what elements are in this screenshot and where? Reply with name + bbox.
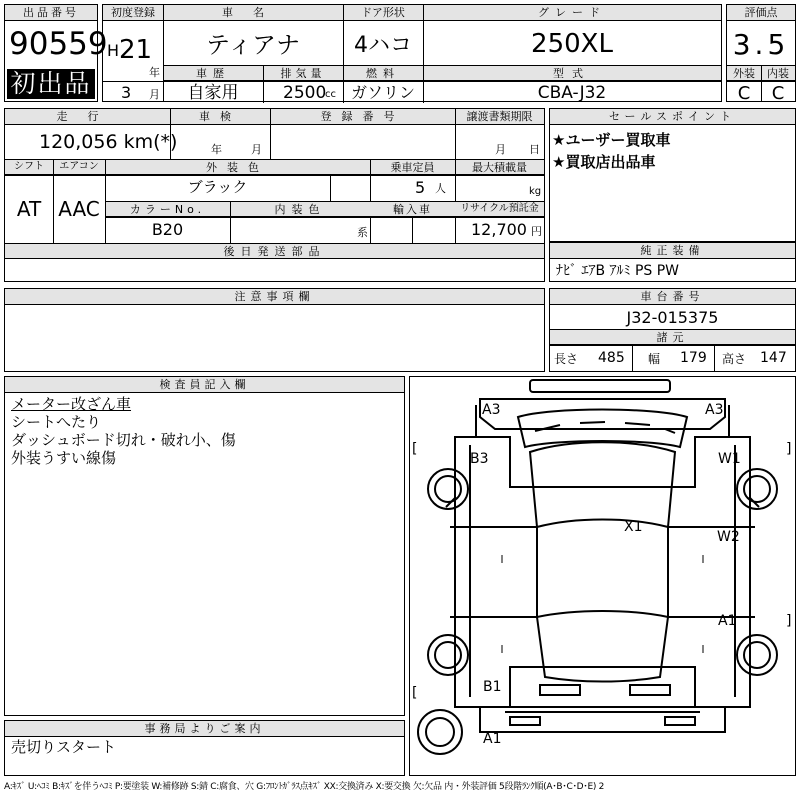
score-ext-value: C (737, 83, 751, 104)
sales-label: セールスポイント (550, 109, 795, 125)
sales-point-box (549, 108, 796, 242)
capacity-label: 乗車定員 (390, 161, 435, 174)
model-value: CBA-J32 (537, 83, 607, 103)
int-color-label: 内装色 (274, 203, 326, 216)
width-label: 幅 (648, 352, 661, 366)
car-name-label: 車名 (222, 6, 284, 19)
length-value: 485 (598, 350, 625, 366)
capacity-value: 5 (415, 178, 426, 197)
inspection-year-unit: 年 (211, 143, 222, 156)
reg-no-label: 登録番号 (320, 110, 405, 123)
damage-diagram (409, 376, 796, 776)
score-label: 評価点 (727, 5, 795, 21)
color-no-value: B20 (151, 220, 184, 239)
ext-color-value: ブラック (187, 178, 248, 196)
bracket-right-2: ] (786, 613, 792, 629)
lot-number: 90559 (9, 26, 108, 62)
mileage-label: 走行 (56, 110, 119, 123)
aircon-value: AAC (58, 197, 100, 221)
max-load-unit: kg (529, 186, 542, 197)
inspection-month-unit: 月 (251, 143, 262, 156)
equipment-box (549, 242, 796, 282)
first-reg-year-unit: 年 (149, 66, 160, 79)
office-label: 事務局よりご案内 (5, 721, 404, 737)
chassis-label: 車台番号 (550, 289, 795, 305)
details-box (4, 108, 545, 282)
height-label: 高さ (722, 352, 747, 366)
ext-color-label: 外装色 (206, 161, 269, 174)
bracket-left-2: [ (412, 685, 418, 701)
color-no-label: カラーNo. (129, 203, 206, 216)
mark-w1: W1 (718, 451, 741, 467)
mileage-value: 120,056 km(*) (39, 131, 178, 153)
recycle-unit: 円 (531, 225, 542, 238)
first-reg-month-unit: 月 (149, 88, 160, 101)
shift-value: AT (16, 197, 42, 221)
lot-box (4, 4, 108, 102)
inspector-line-2: シートへたり (11, 413, 102, 431)
capacity-unit: 人 (435, 182, 446, 195)
later-parts-label: 後日発送部品 (5, 244, 544, 259)
car-diagram-svg (410, 377, 795, 775)
door-value: 4ハコ (354, 33, 412, 58)
inspector-box (4, 376, 405, 716)
recycle-label: リサイクル預託金 (460, 203, 539, 214)
mark-a3-left: A3 (482, 402, 501, 418)
recycle-value: 12,700 (471, 220, 527, 239)
grade-value: 250XL (531, 29, 613, 59)
length-label: 長さ (554, 352, 579, 366)
score-ext-label: 外装 (733, 67, 755, 80)
mark-x1: X1 (624, 519, 643, 535)
history-label: 車歴 (196, 67, 230, 80)
office-value: 売切りスタート (11, 738, 117, 756)
door-label: ドア形状 (361, 6, 405, 19)
notes-box (4, 288, 545, 372)
mark-w2: W2 (717, 529, 740, 545)
first-reg-era: H (107, 41, 120, 60)
mark-a1-right: A1 (718, 613, 737, 629)
transfer-label: 譲渡書類期限 (466, 110, 533, 123)
equipment-value: ﾅﾋﾞ ｴｱB ｱﾙﾐ PS PW (556, 263, 680, 279)
displacement-value: 2500 (283, 83, 327, 103)
score-int-value: C (771, 83, 785, 104)
shift-label: シフト (14, 161, 44, 172)
displacement-label: 排気量 (280, 67, 326, 80)
score-value: 3.5 (732, 28, 790, 61)
chassis-value: J32-015375 (626, 308, 719, 327)
grade-label: グレード (538, 6, 606, 19)
inspector-line-4: 外装うすい線傷 (11, 449, 117, 467)
import-label: 輸入車 (393, 203, 432, 216)
score-box (726, 4, 796, 102)
score-int-label: 内装 (767, 67, 789, 80)
mark-b3: B3 (470, 451, 489, 467)
legend-text: A:ｷｽﾞ U:ﾍｺﾐ B:ｷｽﾞを伴うﾍｺﾐ P:要塗装 W:補修跡 S:錆 C:腐食、穴 G:ﾌﾛﾝﾄｶﾞﾗｽ点ｷｽﾞ XX:交換済み X:要交換 欠:欠品 内・外装評価 5段階ﾗﾝｸ順(A･B･C･D･E) 2 (4, 782, 605, 792)
mark-a3-right: A3 (705, 402, 724, 418)
model-label: 型式 (553, 67, 591, 80)
transfer-day-unit: 日 (529, 143, 540, 156)
first-reg-label: 初度登録 (111, 6, 155, 19)
sales-point-1: ★ユーザー買取車 (552, 131, 671, 149)
mark-b1: B1 (483, 679, 502, 695)
height-value: 147 (760, 350, 787, 366)
car-name-value: ティアナ (205, 31, 301, 59)
aircon-label: エアコン (59, 161, 99, 172)
width-value: 179 (680, 350, 707, 366)
notes-label: 注意事項欄 (5, 289, 544, 305)
vehicle-info-box (102, 4, 722, 102)
first-listing-label: 初出品 (10, 69, 92, 98)
fuel-value: ガソリン (350, 83, 415, 102)
inspector-label: 検査員記入欄 (5, 377, 404, 393)
equipment-label: 純正装備 (550, 243, 795, 259)
history-value: 自家用 (187, 83, 239, 103)
dims-label: 諸元 (550, 330, 795, 345)
bracket-right-1: ] (786, 441, 792, 457)
lot-label: 出品番号 (5, 5, 97, 21)
transfer-month-unit: 月 (495, 143, 506, 156)
bracket-left-1: [ (412, 441, 418, 457)
sales-point-2: ★買取店出品車 (552, 153, 656, 171)
fuel-label: 燃料 (366, 67, 400, 80)
first-reg-month: 3 (121, 83, 132, 102)
inspector-line-3: ダッシュボード切れ・破れ小、傷 (11, 431, 236, 449)
inspection-label: 車検 (199, 110, 241, 123)
first-reg-year: 21 (119, 35, 153, 65)
chassis-box (549, 288, 796, 372)
int-color-unit: 系 (357, 226, 368, 239)
mark-a1-rear: A1 (483, 731, 502, 747)
displacement-unit: cc (325, 89, 336, 100)
office-box (4, 720, 405, 776)
inspector-line-1: メーター改ざん車 (11, 395, 132, 413)
max-load-label: 最大積載量 (472, 161, 527, 174)
